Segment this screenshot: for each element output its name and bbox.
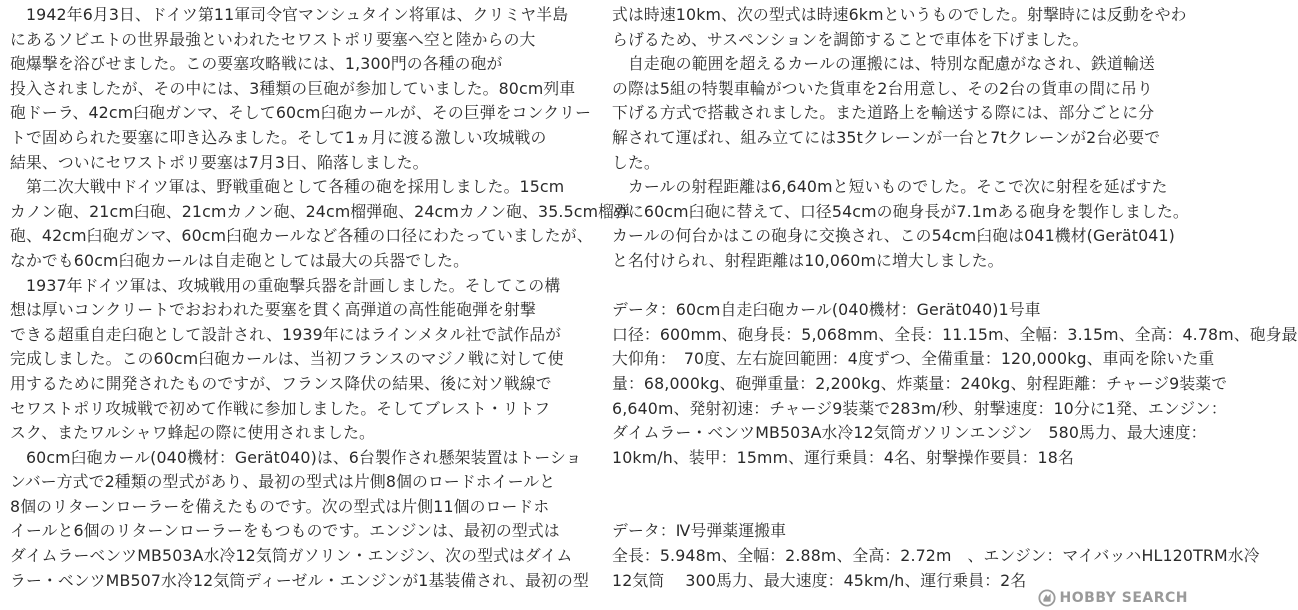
hobby-search-watermark: [1038, 588, 1188, 608]
text-line: 60cm臼砲カール(040機材：Gerät040)は、6台製作され懸架装置はトーショ: [10, 447, 582, 467]
text-line: ダイムラー・ベンツMB503A水冷12気筒ガソリンエンジン 580馬力、最大速度：: [612, 423, 1207, 443]
text-line: 量：68,000kg、砲弾重量：2,200kg、炸薬量：240kg、射程距離：チャージ9装薬で: [612, 373, 1228, 393]
text-line: 自走砲の範囲を超えるカールの運搬には、特別な配慮がなされ、鉄道輸送: [612, 54, 1155, 74]
text-line: 1937年ドイツ軍は、攻城戦用の重砲撃兵器を計画しました。そしてこの構: [10, 275, 561, 295]
text-line: 用するために開発されたものですが、フランス降伏の結果、後に対ソ戦線で: [10, 373, 552, 393]
text-line: めに60cm臼砲に替えて、口径54cmの砲身長が7.1mある砲身を製作しました。: [612, 201, 1189, 221]
data-heading-karl: データ：60cm自走臼砲カール(040機材：Gerät040)1号車: [612, 300, 1041, 320]
text-line: ラー・ベンツMB507水冷12気筒ディーゼル・エンジンが1基装備され、最初の型: [10, 570, 589, 590]
text-line: にあるソビエトの世界最強といわれたセワストポリ要塞へ空と陸からの大: [10, 29, 536, 49]
text-line: 砲ドーラ、42cm臼砲ガンマ、そして60cm臼砲カールが、その巨弾をコンクリー: [10, 103, 592, 123]
hobbysearch-logo-icon: [1038, 589, 1056, 607]
blank-line: [612, 274, 1192, 299]
text-line: 第二次大戦中ドイツ軍は、野戦重砲として各種の砲を採用しました。15cm: [10, 177, 565, 197]
text-line: なかでも60cm臼砲カールは自走砲としては最大の兵器でした。: [10, 250, 470, 270]
text-line: した。: [612, 152, 660, 172]
right-text-column: [612, 3, 1298, 593]
blank-line: [612, 495, 1192, 520]
text-line: 砲、42cm臼砲ガンマ、60cm臼砲カールなど各種の口径にわたっていましたが、: [10, 226, 593, 246]
text-line: 全長：5.948m、全幅：2.88m、全高：2.72m 、エンジン：マイバッハHL120TRM水冷: [612, 546, 1260, 566]
text-line: カールの射程距離は6,640mと短いものでした。そこで次に射程を延ばすた: [612, 177, 1168, 197]
blank-line: [612, 470, 1192, 495]
text-line: 10km/h、装甲：15mm、運行乗員：4名、射撃操作要員：18名: [612, 447, 1074, 467]
text-line: トで固められた要塞に叩き込みました。そして1ヵ月に渡る激しい攻城戦の: [10, 127, 547, 147]
text-line: と名付けられ、射程距離は10,060mに増大しました。: [612, 250, 1004, 270]
text-line: 大仰角： 70度、左右旋回範囲：4度ずつ、全備重量：120,000kg、車両を除いた重: [612, 349, 1215, 369]
text-line: 1942年6月3日、ドイツ第11軍司令官マンシュタイン将軍は、クリミヤ半島: [10, 5, 569, 24]
text-line: らげるため、サスペンションを調節することで車体を下げました。: [612, 29, 1089, 49]
text-line: 投入されましたが、その中には、3種類の巨砲が参加していました。80cm列車: [10, 78, 576, 98]
text-line: の際は5組の特製車輪がついた貨車を2台用意し、その2台の貨車の間に吊り: [612, 78, 1153, 98]
text-line: 下げる方式で搭載されました。また道路上を輸送する際には、部分ごとに分: [612, 103, 1155, 123]
text-line: ンバー方式で2種類の型式があり、最初の型式は片側8個のロードホイールと: [10, 472, 556, 492]
left-text-column: [10, 3, 631, 593]
text-line: カノン砲、21cm臼砲、21cmカノン砲、24cm榴弾砲、24cmカノン砲、35.5cm榴弾: [10, 201, 631, 221]
text-line: 12気筒 300馬力、最大速度：45km/h、運行乗員：2名: [612, 570, 1027, 590]
text-line: 結果、ついにセワストポリ要塞は7月3日、陥落しました。: [10, 152, 429, 172]
text-line: 想は厚いコンクリートでおおわれた要塞を貫く高弾道の高性能砲弾を射撃: [10, 300, 536, 320]
text-line: 口径：600mm、砲身長：5,068mm、全長：11.15m、全幅：3.15m、全高：4.78m、砲身最: [612, 324, 1298, 344]
data-heading-ammo-carrier: データ：Ⅳ号弾薬運搬車: [612, 521, 787, 541]
text-line: ダイムラーベンツMB503A水冷12気筒ガソリン・エンジン、次の型式はダイム: [10, 546, 573, 566]
text-line: 8個のリターンローラーを備えたものです。次の型式は片側11個のロードホ: [10, 496, 550, 516]
text-line: 解されて運ばれ、組み立てには35tクレーンが一台と7tクレーンが2台必要で: [612, 127, 1161, 147]
text-line: できる超重自走臼砲として設計され、1939年にはラインメタル社で試作品が: [10, 324, 562, 344]
text-line: スク、またワルシャワ蜂起の際に使用されました。: [10, 423, 375, 443]
text-line: イールと6個のリターンローラーをもつものです。エンジンは、最初の型式は: [10, 521, 560, 541]
text-line: 式は時速10km、次の型式は時速6kmというものでした。射撃時には反動をやわ: [612, 5, 1187, 24]
text-line: セワストポリ攻城戦で初めて作戦に参加しました。そしてブレスト・リトフ: [10, 398, 551, 418]
watermark-text: HOBBY SEARCH: [1059, 590, 1188, 606]
text-line: 完成しました。この60cm臼砲カールは、当初フランスのマジノ戦に対して使: [10, 349, 564, 369]
text-line: 砲爆撃を浴びせました。この要塞攻略戦には、1,300門の各種の砲が: [10, 54, 503, 74]
text-line: カールの何台かはこの砲身に交換され、この54cm臼砲は041機材(Gerät041): [612, 226, 1175, 246]
text-line: 6,640m、発射初速：チャージ9装薬で283m/秒、射撃速度：10分に1発、エンジン：: [612, 398, 1227, 418]
